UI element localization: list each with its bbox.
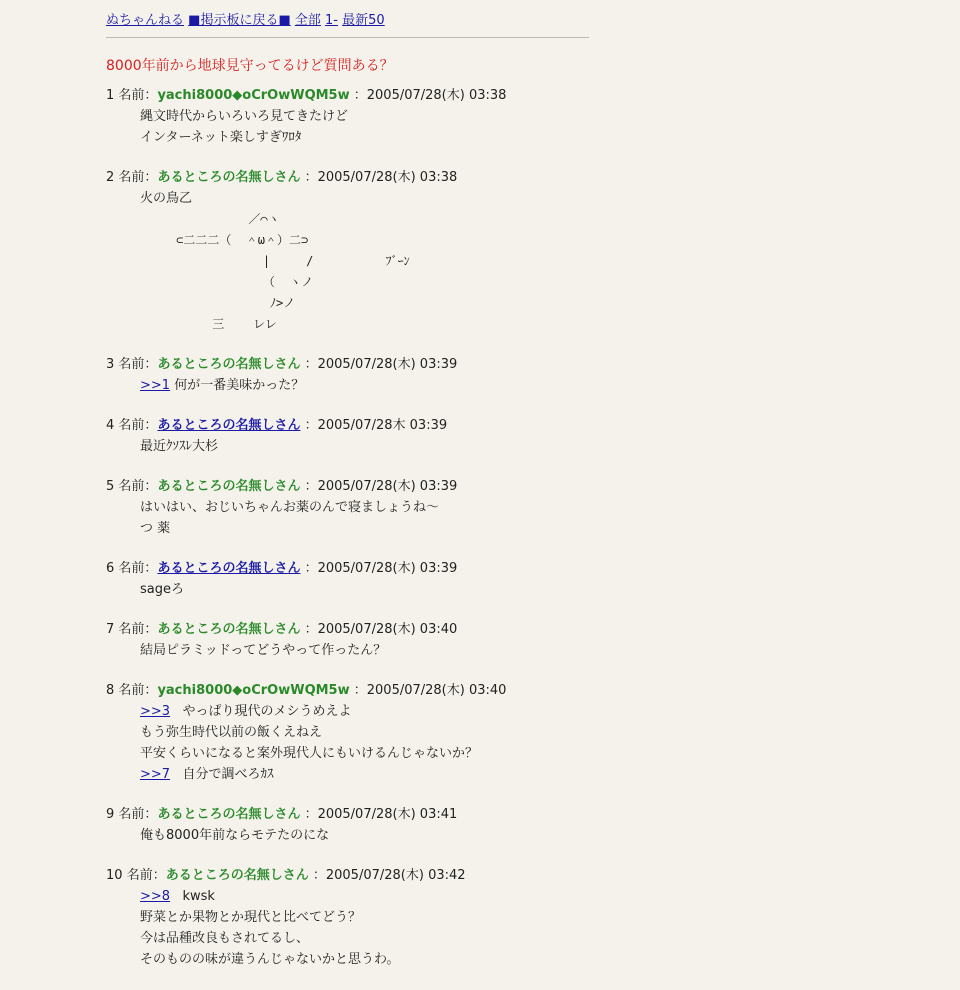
thread-title: 8000年前から地球見守ってるけど質問ある？ <box>106 58 394 74</box>
latest-50-link[interactable]: 最新50 <box>342 13 385 28</box>
ascii-art-line: ／⌒ヽ <box>140 212 280 226</box>
post-text: sageろ <box>140 582 184 597</box>
post-body <box>140 825 906 846</box>
poster-name[interactable]: あるところの名無しさん <box>157 561 301 576</box>
poster-name[interactable]: あるところの名無しさん <box>157 418 301 433</box>
post-line <box>140 949 906 970</box>
poster-name: あるところの名無しさん <box>165 868 309 883</box>
post-text: 今は品種改良もされてるし、 <box>140 931 310 946</box>
post-body <box>140 497 906 539</box>
post <box>106 355 906 396</box>
ascii-art-line: ﾉ>ノ <box>140 296 296 310</box>
poster-name: あるところの名無しさん <box>157 622 301 637</box>
post-date: ：2005/07/28(木) 03:38 <box>304 170 458 185</box>
post-date: ：2005/07/28(木) 03:42 <box>312 868 466 883</box>
post-text: 野菜とか果物とか現代と比べてどう？ <box>140 910 362 925</box>
post-body <box>140 640 906 661</box>
post-line <box>140 375 906 396</box>
post <box>106 620 906 661</box>
post-header <box>106 355 906 375</box>
reply-anchor-link[interactable]: >>7 <box>140 767 171 782</box>
post-body <box>140 886 906 970</box>
post-text: 火の鳥乙 <box>140 191 193 206</box>
post-header <box>106 86 906 106</box>
post-line <box>140 436 906 457</box>
ascii-art-line: | / ﾌﾞｰﾝ <box>140 254 410 268</box>
post-number: 7 <box>106 622 115 637</box>
post-body <box>140 436 906 457</box>
post-text: そのものの味が違うんじゃないかと思うわ。 <box>140 952 400 967</box>
poster-name: yachi8000◆oCrOwWQM5w <box>157 683 350 698</box>
post-list <box>106 86 906 970</box>
post-line <box>140 579 906 600</box>
post-header <box>106 866 906 886</box>
name-label: 名前： <box>118 561 158 576</box>
post-date: ：2005/07/28(木) 03:40 <box>304 622 458 637</box>
post-line <box>140 722 906 743</box>
post-line <box>140 743 906 764</box>
poster-name: yachi8000◆oCrOwWQM5w <box>157 88 350 103</box>
post-text: つ 薬 <box>140 521 171 536</box>
post-number: 2 <box>106 170 115 185</box>
name-label: 名前： <box>118 170 158 185</box>
post-header <box>106 168 906 188</box>
ascii-art-line: （ ヽノ <box>140 275 314 289</box>
reply-anchor-link[interactable]: >>3 <box>140 704 171 719</box>
post-number: 6 <box>106 561 115 576</box>
board-link[interactable]: ぬちゃんねる <box>106 13 185 28</box>
post-text: 最近ｸｿｽﾚ大杉 <box>140 439 219 454</box>
post-line <box>140 825 906 846</box>
post-line <box>140 518 906 539</box>
post-body <box>140 188 906 335</box>
post-number: 1 <box>106 88 115 103</box>
post-line <box>140 928 906 949</box>
top-navigation <box>106 12 906 30</box>
post <box>106 866 906 970</box>
post-line <box>140 640 906 661</box>
post-number: 9 <box>106 807 115 822</box>
post-line <box>140 106 906 127</box>
range-link[interactable]: 1- <box>325 13 338 28</box>
post-line <box>140 701 906 722</box>
post-date: ：2005/07/28(木) 03:38 <box>353 88 507 103</box>
post-date: ：2005/07/28(木) 03:39 <box>304 479 458 494</box>
post <box>106 477 906 539</box>
poster-name: あるところの名無しさん <box>157 479 301 494</box>
name-label: 名前： <box>118 479 158 494</box>
post-text: やっぱり現代のメシうめえよ <box>170 704 352 719</box>
post-text: はいはい、おじいちゃんお薬のんで寝ましょうね～ <box>140 500 440 515</box>
post-date: ：2005/07/28(木) 03:40 <box>353 683 507 698</box>
post-line <box>140 497 906 518</box>
all-posts-link[interactable]: 全部 <box>294 13 321 28</box>
ascii-art-line: 三 レレ <box>140 317 277 331</box>
post-body <box>140 375 906 396</box>
name-label: 名前： <box>118 683 158 698</box>
post-header <box>106 477 906 497</box>
ascii-art-line: ⊂二二二（ ＾ω＾）二⊃ <box>140 233 309 247</box>
post-header <box>106 681 906 701</box>
post-text: 結局ピラミッドってどうやって作ったん？ <box>140 643 387 658</box>
post-text: 俺も8000年前ならモテたのにな <box>140 828 330 843</box>
post-text: 平安くらいになると案外現代人にもいけるんじゃないか？ <box>140 746 479 761</box>
thread-page <box>106 12 906 990</box>
post-header <box>106 620 906 640</box>
post <box>106 805 906 846</box>
post-number: 4 <box>106 418 115 433</box>
post-text: 縄文時代からいろいろ見てきたけど <box>140 109 349 124</box>
post-number: 10 <box>106 868 123 883</box>
post-date: ：2005/07/28(木) 03:39 <box>304 357 458 372</box>
post-text: kwsk <box>170 889 215 904</box>
post-header <box>106 559 906 579</box>
post-text: もう弥生時代以前の飯くえねえ <box>140 725 323 740</box>
name-label: 名前： <box>126 868 166 883</box>
back-to-board-link[interactable]: ■掲示板に戻る■ <box>188 13 291 28</box>
post-body <box>140 579 906 600</box>
post <box>106 681 906 785</box>
name-label: 名前： <box>118 88 158 103</box>
post-body <box>140 106 906 148</box>
post-text: 自分で調べろｶｽ <box>170 767 274 782</box>
poster-name: あるところの名無しさん <box>157 357 301 372</box>
post-text: 何が一番美味かった？ <box>170 378 305 393</box>
post-number: 8 <box>106 683 115 698</box>
name-label: 名前： <box>118 357 158 372</box>
post-number: 5 <box>106 479 115 494</box>
post-line <box>140 764 906 785</box>
divider <box>106 37 589 38</box>
post-header <box>106 416 906 436</box>
post-line <box>140 907 906 928</box>
name-label: 名前： <box>118 622 158 637</box>
name-label: 名前： <box>118 807 158 822</box>
post-line <box>140 127 906 148</box>
post-date: ：2005/07/28(木) 03:41 <box>304 807 458 822</box>
reply-anchor-link[interactable]: >>8 <box>140 889 171 904</box>
name-label: 名前： <box>118 418 158 433</box>
post <box>106 168 906 335</box>
post-header <box>106 805 906 825</box>
poster-name: あるところの名無しさん <box>157 807 301 822</box>
post <box>106 559 906 600</box>
post-date: ：2005/07/28(木) 03:39 <box>304 561 458 576</box>
post-date: ：2005/07/28木 03:39 <box>304 418 448 433</box>
post-body <box>140 701 906 785</box>
reply-anchor-link[interactable]: >>1 <box>140 378 171 393</box>
post-number: 3 <box>106 357 115 372</box>
post-line <box>140 188 906 209</box>
poster-name: あるところの名無しさん <box>157 170 301 185</box>
post <box>106 416 906 457</box>
post-line <box>140 886 906 907</box>
post-text: インターネット楽しすぎﾜﾛﾀ <box>140 130 302 145</box>
post <box>106 86 906 148</box>
